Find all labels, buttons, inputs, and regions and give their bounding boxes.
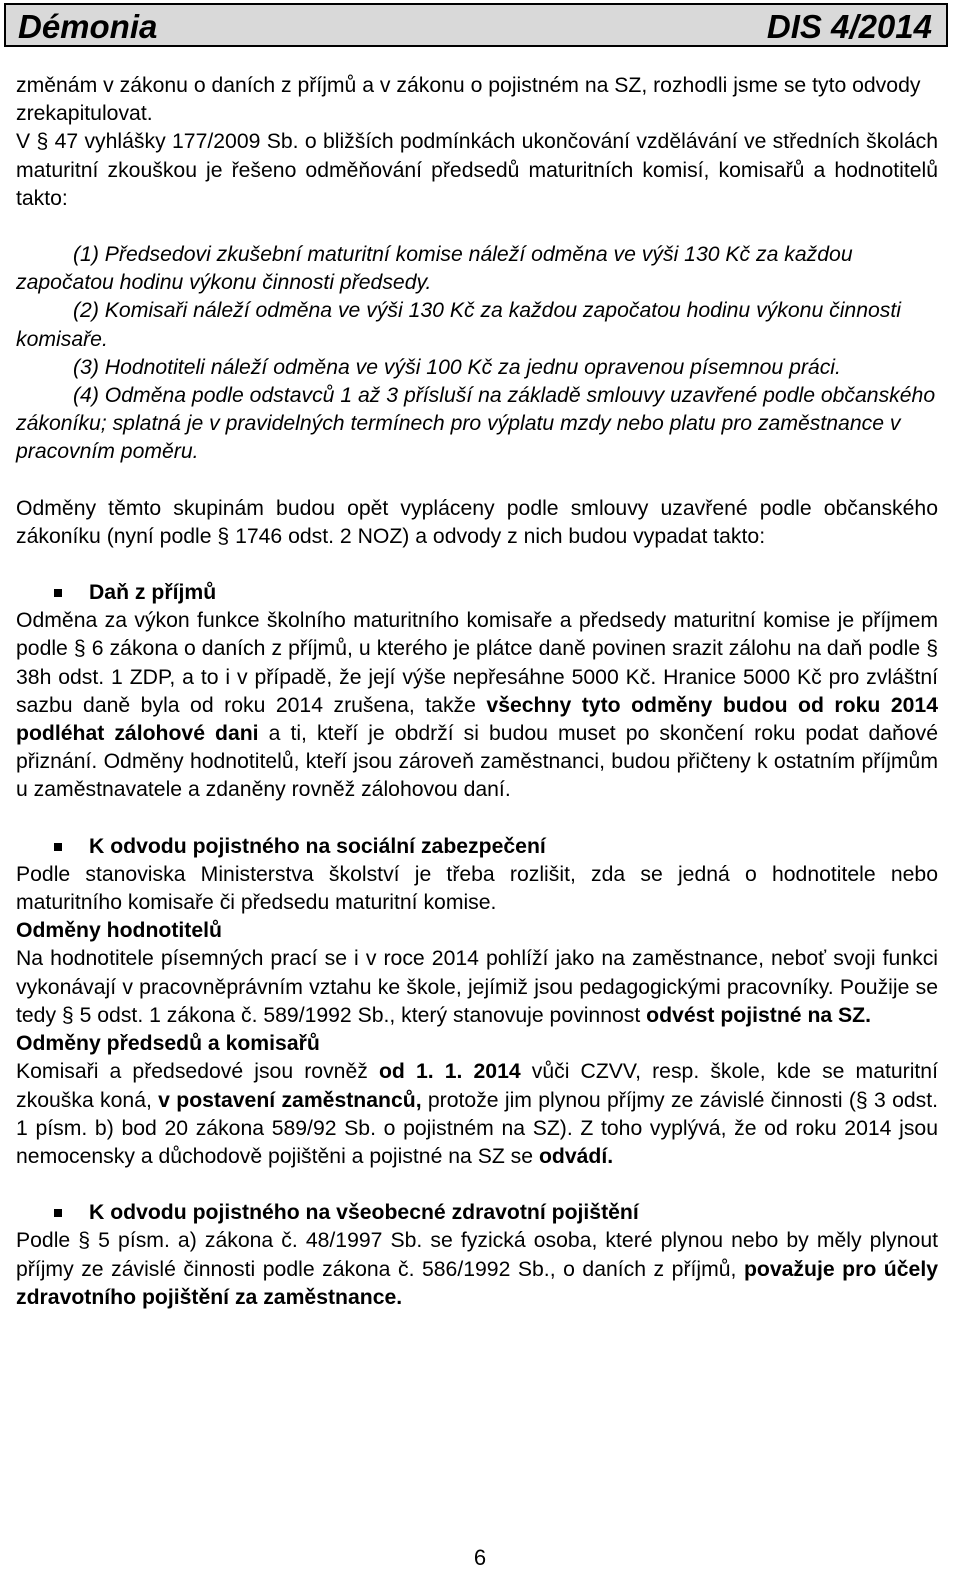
subheading-evaluators: Odměny hodnotitelů (16, 919, 222, 943)
quote-item-2: (2) Komisaři náleží odměna ve výši 130 Kč za každou započatou hodinu výkonu činnosti komisaře. (16, 299, 901, 351)
quote-item-3: (3) Hodnotiteli náleží odměna ve výši 100 Kč za jednu opravenou písemnou práci. (73, 355, 841, 379)
subheading-chairs: Odměny předsedů a komisařů (16, 1032, 320, 1056)
health-paragraph: Podle § 5 písm. a) zákona č. 48/1997 Sb. se fyzická osoba, které plynou nebo by měly plynout příjmy ze závislé činnosti podle zákona č. 586/1992 Sb., o daních z příjmů, považuje pro účely zdravotního pojištění za zaměstnance. (16, 1229, 938, 1309)
quote-item-4: (4) Odměna podle odstavců 1 až 3 přísluší na základě smlouvy uzavřené podle občanského zákoníku; splatná je v pravidelných termínech pro výplatu mzdy nebo platu pro zaměstnance v pracovním poměru. (16, 384, 936, 464)
intro-paragraph: změnám v zákonu o daních z příjmů a v zákonu o pojistném na SZ, rozhodli jsme se tyto odvody zrekapitulovat. (16, 74, 921, 126)
page-number: 6 (473, 1545, 487, 1570)
document-body (16, 72, 938, 1312)
section-heading-social: K odvodu pojistného na sociální zabezpečení (16, 833, 938, 861)
summary-paragraph: Odměny těmto skupinám budou opět vypláceny podle smlouvy uzavřené podle občanského zákoníku (nyní podle § 1746 odst. 2 NOZ) a odvody z nich budou vypadat takto: (16, 496, 938, 548)
section-heading-health: K odvodu pojistného na všeobecné zdravotní pojištění (16, 1199, 938, 1227)
page-header (4, 3, 948, 47)
regulation-quote (16, 241, 938, 467)
tax-paragraph: Odměna za výkon funkce školního maturitního komisaře a předsedy maturitní komise je příjmem podle § 6 zákona o daních z příjmů, u kterého je plátce daně povinen srazit zálohu na daň podle § 38h odst. 1 ZDP, a to i v případě, že její výše nepřesáhne 5000 Kč. Hranice 5000 Kč pro zvláštní sazbu daně byla od roku 2014 zrušena, takže všechny tyto odměny budou od roku 2014 podléhat zálohové dani a ti, kteří je obdrží si budou muset po skončení roku podat daňové přiznání. Odměny hodnotitelů, kteří jsou zároveň zaměstnanci, budou přičteny k ostatním příjmům u zaměstnavatele a zdaněny rovněž zálohovou daní. (16, 609, 938, 802)
chairs-paragraph: Komisaři a předsedové jsou rovněž od 1. 1. 2014 vůči CZVV, resp. škole, kde se maturitní zkouška koná, v postavení zaměstnanců, protože jim plynou příjmy ze závislé činnosti (§ 3 odst. 1 písm. b) bod 20 zákona 589/92 Sb. o pojistném na SZ). Z toho vyplývá, že od roku 2014 jsou nemocensky a důchodově pojištěni a pojistné na SZ se odvádí. (16, 1060, 939, 1168)
header-title: Démonia (18, 8, 158, 45)
quote-item-1: (1) Předsedovi zkušební maturitní komise náleží odměna ve výši 130 Kč za každou započatou hodinu výkonu činnosti předsedy. (16, 243, 853, 295)
section-heading-tax: Daň z příjmů (16, 579, 938, 607)
header-issue: DIS 4/2014 (766, 8, 932, 45)
evaluators-paragraph: Na hodnotitele písemných prací se i v roce 2014 pohlíží jako na zaměstnance, neboť svoji funkci vykonávají v pracovněprávním vztahu ke škole, jejímiž jsou pedagogickými pracovníky. Použije se tedy § 5 odst. 1 zákona č. 589/1992 Sb., který stanovuje povinnost odvést pojistné na SZ. (16, 947, 938, 1027)
regulation-paragraph: V § 47 vyhlášky 177/2009 Sb. o bližších podmínkách ukončování vzdělávání ve středních školách maturitní zkouškou je řešeno odměňování předsedů maturitních komisí, komisařů a hodnotitelů takto: (16, 130, 938, 210)
social-paragraph: Podle stanoviska Ministerstva školství je třeba rozlišit, zda se jedná o hodnotitele nebo maturitního komisaře či předsedu maturitní komise. (16, 862, 938, 915)
